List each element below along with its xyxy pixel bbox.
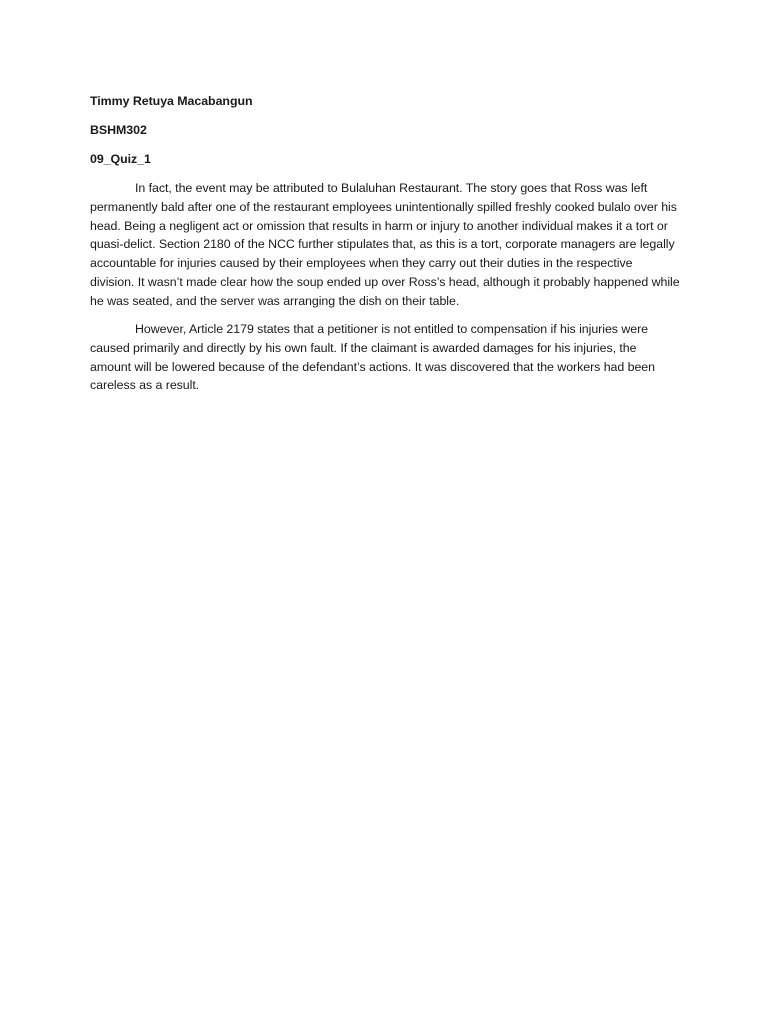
paragraph-1: In fact, the event may be attributed to Bulaluhan Restaurant. The story goes that Ross was left permanently bald after one of the restaurant employees unintentionally spilled freshly cooked bulalo over his head. Being a negligent act or omission that results in harm or injury to another individual makes it a tort or quasi-delict. Section 2180 of the NCC further stipulates that, as this is a tort, corporate managers are legally accountable for injuries caused by their employees when they carry out their duties in the respective division. It wasn’t made clear how the soup ended up over Ross’s head, although it probably happened while he was seated, and the server was arranging the dish on their table. bbox=[90, 180, 680, 308]
assignment-title: 09_Quiz_1 bbox=[90, 151, 151, 166]
paragraph-2: However, Article 2179 states that a petitioner is not entitled to compensation if his injuries were caused primarily and directly by his own fault. If the claimant is awarded damages for his injuries, the amount will be lowered because of the defendant’s actions. It was discovered that the workers had been careless as a result. bbox=[90, 322, 655, 393]
course-code: BSHM302 bbox=[90, 122, 147, 137]
author-name: Timmy Retuya Macabangun bbox=[90, 94, 253, 108]
document-body bbox=[90, 92, 680, 405]
